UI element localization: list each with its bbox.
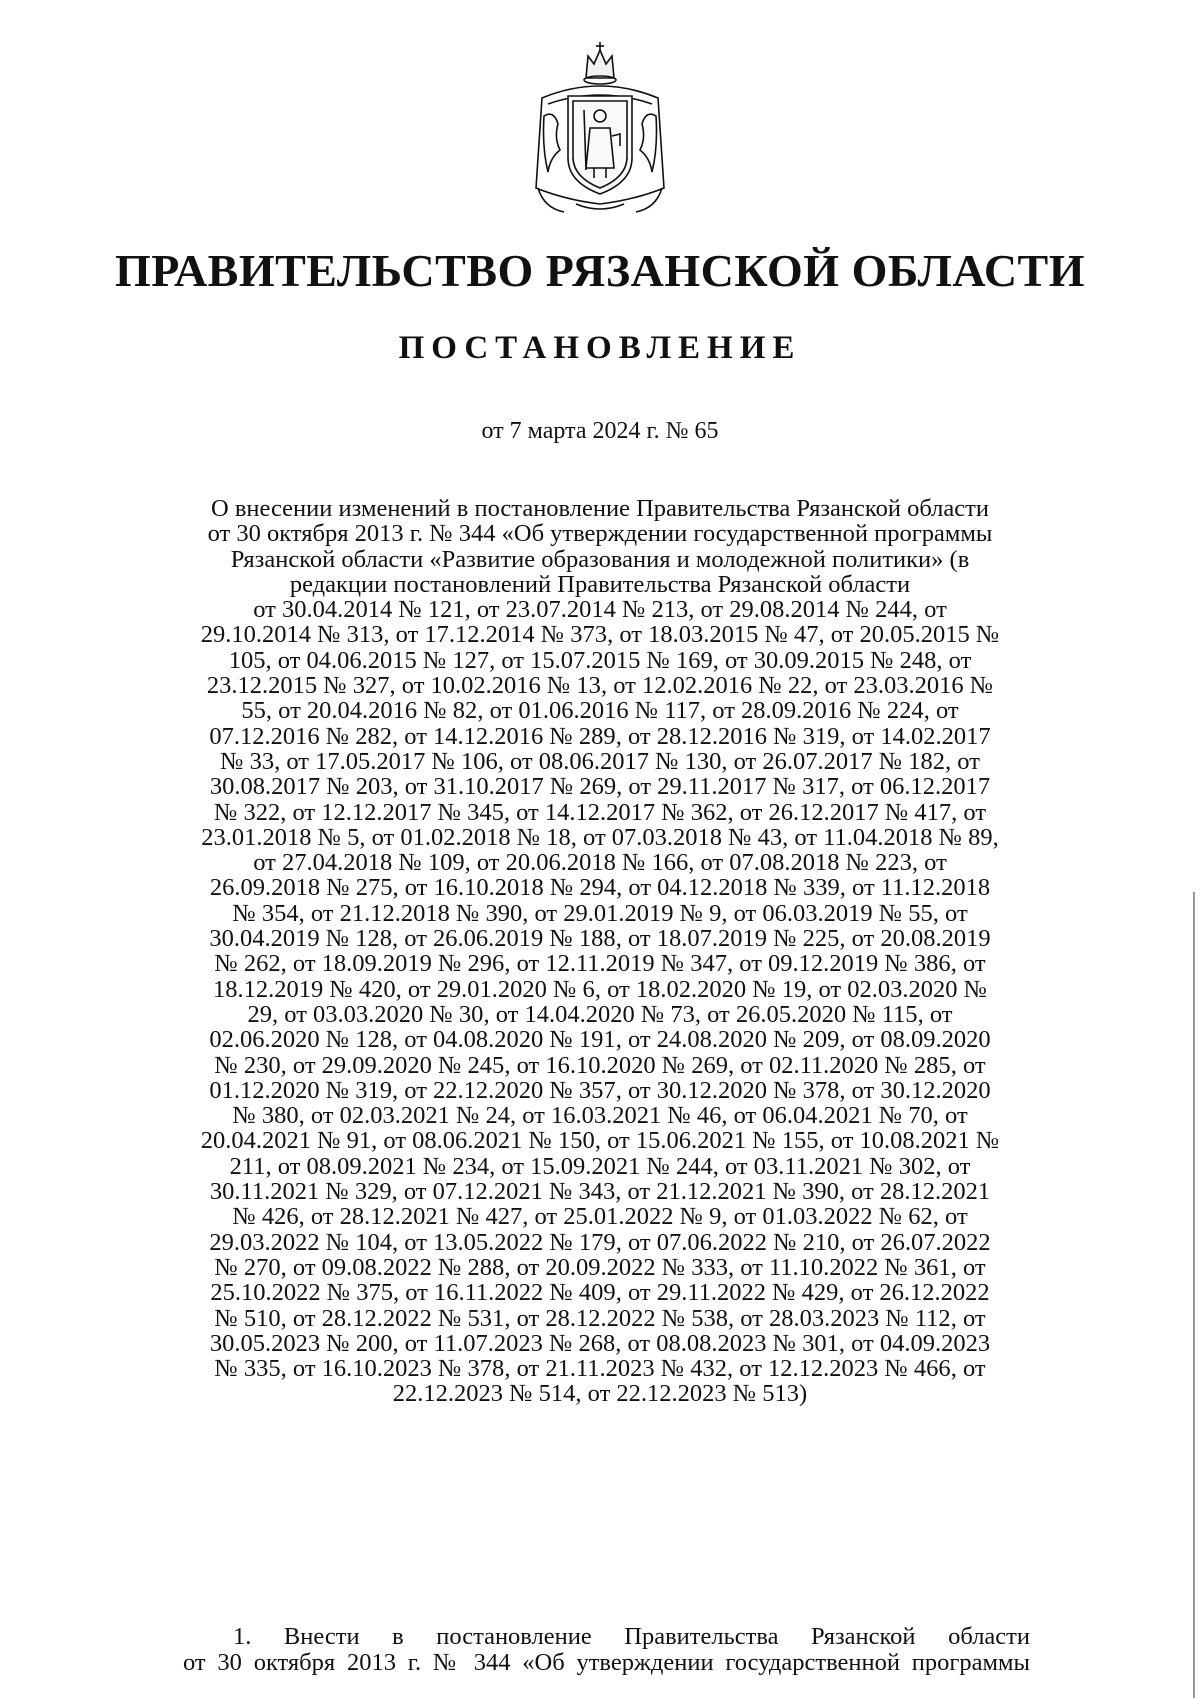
amendment-item: от 14.02.2017 № 33	[220, 722, 991, 775]
amendment-item: от 18.07.2019 № 225	[627, 925, 840, 953]
amendment-item: от 10.02.2016 № 13	[401, 672, 601, 700]
amendment-item: от 26.05.2020 № 115	[707, 1000, 918, 1028]
amendment-item: от 29.03.2022 № 104	[209, 1203, 968, 1256]
amendment-item: от 20.05.2015 № 105	[228, 621, 1000, 674]
amendment-item: от 30.04.2019 № 128	[209, 899, 968, 953]
amendment-item: от 28.12.2021 № 427	[310, 1203, 523, 1231]
amendment-item: от 29.10.2014 № 313	[200, 596, 947, 649]
amendment-item: от 22.12.2020 № 357	[404, 1076, 616, 1104]
amendment-item: от 28.12.2021 № 426	[232, 1178, 991, 1231]
amendment-item: от 03.03.2020 № 30	[284, 1000, 484, 1028]
amendment-item: от 26.12.2017 № 417	[739, 798, 952, 826]
amendment-item: от 07.12.2021 № 343	[403, 1178, 616, 1206]
amendment-item: от 22.12.2023 № 514	[392, 1355, 986, 1408]
amendment-item: от 28.12.2016 № 319	[627, 722, 840, 750]
body-paragraph-1-line-2: от 30 октября 2013 г. № 344 «Об утверждении государственной программы	[183, 1649, 1030, 1676]
document-type: ПОСТАНОВЛЕНИЕ	[398, 330, 802, 366]
amendment-item: от 27.04.2018 № 109	[253, 849, 465, 877]
amendment-item: от 16.10.2018 № 294	[404, 874, 617, 902]
body-paragraph-1-line-1: 1. Внести в постановление Правительства Рязанской области	[233, 1623, 1030, 1650]
amendment-item: от 26.06.2019 № 188	[404, 925, 616, 953]
amendment-item: от 09.12.2019 № 386	[739, 950, 951, 978]
amendment-item: от 25.01.2022 № 9	[534, 1203, 722, 1231]
organization-title: ПРАВИТЕЛЬСТВО РЯЗАНСКОЙ ОБЛАСТИ	[114, 245, 1086, 296]
scan-edge-line	[1193, 892, 1195, 1698]
amendment-item: от 08.06.2017 № 130	[509, 747, 722, 775]
amendment-item: от 15.07.2015 № 169	[501, 646, 713, 674]
amendment-item: от 28.03.2023 № 112	[740, 1304, 951, 1332]
amendment-item: от 29.09.2020 № 245	[292, 1051, 505, 1079]
amendment-item: от 12.02.2016 № 22	[613, 672, 813, 700]
amendment-item: от 11.04.2018 № 89	[794, 823, 993, 851]
amendment-item: от 14.12.2016 № 289	[404, 722, 616, 750]
amendment-item: от 02.11.2020 № 285	[740, 1051, 951, 1079]
amendment-item: от 17.12.2014 № 373	[395, 621, 608, 649]
amendment-item: от 28.12.2022 № 538	[516, 1304, 728, 1332]
amendment-item: от 23.01.2018 № 5	[201, 798, 987, 851]
amendment-item: от 26.07.2017 № 182	[733, 747, 946, 775]
amendment-item: от 02.06.2020 № 128	[209, 1000, 953, 1054]
amendment-item: от 10.08.2021 № 211	[229, 1127, 1000, 1180]
amendment-item: от 02.03.2020 № 29	[247, 975, 987, 1028]
amendment-item: от 04.06.2015 № 127	[277, 646, 490, 674]
amendment-item: от 30.12.2020 № 378	[627, 1076, 840, 1104]
ryazan-coat-of-arms-icon	[524, 38, 676, 220]
amendment-item: от 26.12.2022 № 510	[214, 1279, 990, 1332]
amendment-item: от 20.04.2016 № 82	[278, 697, 478, 725]
amendment-item: от 30.05.2023 № 200	[209, 1304, 986, 1357]
amendment-item: от 23.07.2014 № 213	[476, 596, 689, 624]
amendment-item: от 15.06.2021 № 155	[607, 1127, 819, 1155]
amendment-item: от 11.10.2022 № 361	[740, 1253, 951, 1281]
amendment-item: от 23.03.2016 № 55	[241, 672, 994, 725]
coat-of-arms-emblem	[524, 38, 676, 220]
amendment-item: от 29.11.2017 № 317	[628, 773, 839, 801]
amendment-item: от 06.12.2017 № 322	[213, 773, 991, 826]
amendment-item: от 31.10.2017 № 269	[404, 773, 617, 801]
amendment-item: от 22.12.2023 № 513)	[587, 1380, 808, 1408]
amendment-item: от 02.03.2021 № 24	[310, 1102, 510, 1130]
amendment-item: от 24.08.2020 № 209	[627, 1026, 840, 1054]
amendment-item: от 16.10.2020 № 269	[516, 1051, 728, 1079]
amendment-item: от 23.12.2015 № 327	[206, 646, 972, 700]
amendment-item: от 03.11.2021 № 302	[725, 1152, 936, 1180]
amendment-item: от 16.03.2021 № 46	[522, 1102, 722, 1130]
amendment-item: от 09.08.2022 № 288	[292, 1253, 505, 1281]
amendment-item: от 30.04.2014 № 121	[253, 596, 465, 624]
amendment-item: от 30.08.2017 № 203	[209, 747, 980, 801]
amendment-list: от 30.04.2014 № 121, от 23.07.2014 № 213, от 29.08.2014 № 244, от 29.10.2014 № 313, от 17.12.2014 № 373, от 18.03.2015 № 47, от 20.05.2015 № 105, от 04.06.2015 № 127, от 15.07.2015 № 169, от 30.09.2015 № 248, от 23.12.2015 № 327, от 10.02.2016 № 13, от 12.02.2016 № 22, от 23.03.2016 № 55, от 20.04.2016 № 82, от 01.06.2016 № 117, от 28.09.2016 № 224, от 07.12.2016 № 282, от 14.12.2016 № 289, от 28.12.2016 № 319, от 14.02.2017 № 33, от 17.05.2017 № 106, от 08.06.2017 № 130, от 26.07.2017 № 182, от 30.08.2017 № 203, от 31.10.2017 № 269, от 29.11.2017 № 317, от 06.12.2017 № 322, от 12.12.2017 № 345, от 14.12.2017 № 362, от 26.12.2017 № 417, от 23.01.2018 № 5, от 01.02.2018 № 18, от 07.03.2018 № 43, от 11.04.2018 № 89, от 27.04.2018 № 109, от 20.06.2018 № 166, от 07.08.2018 № 223, от 26.09.2018 № 275, от 16.10.2018 № 294, от 04.12.2018 № 339, от 11.12.2018 № 354, от 21.12.2018 № 390, от 29.01.2019 № 9, от 06.03.2019 № 55, от 30.04.2019 № 128, от 26.06.2019 № 188, от 18.07.2019 № 225, от 20.08.2019 № 262, от 18.09.2019 № 296, от 12.11.2019 № 347, от 09.12.2019 № 386, от 18.12.2019 № 420, от 29.01.2020 № 6, от 18.02.2020 № 19, от 02.03.2020 № 29, от 03.03.2020 № 30, от 14.04.2020 № 73, от 26.05.2020 № 115, от 02.06.2020 № 128, от 04.08.2020 № 191, от 24.08.2020 № 209, от 08.09.2020 № 230, от 29.09.2020 № 245, от 16.10.2020 № 269, от 02.11.2020 № 285, от 01.12.2020 № 319, от 22.12.2020 № 357, от 30.12.2020 № 378, от 30.12.2020 № 380, от 02.03.2021 № 24, от 16.03.2021 № 46, от 06.04.2021 № 70, от 20.04.2021 № 91, от 08.06.2021 № 150, от 15.06.2021 № 155, от 10.08.2021 № 211, от 08.09.2021 № 234, от 15.09.2021 № 244, от 03.11.2021 № 302, от 30.11.2021 № 329, от 07.12.2021 № 343, от 21.12.2021 № 390, от 28.12.2021 № 426, от 28.12.2021 № 427, от 25.01.2022 № 9, от 01.03.2022 № 62, от 29.03.2022 № 104, от 13.05.2022 № 179, от 07.06.2022 № 210, от 26.07.2022 № 270, от 09.08.2022 № 288, от 20.09.2022 № 333, от 11.10.2022 № 361, от 25.10.2022 № 375, от 16.11.2022 № 409, от 29.11.2022 № 429, от 26.12.2022 № 510, от 28.12.2022 № 531, от 28.12.2022 № 538, от 28.03.2023 № 112, от 30.05.2023 № 200, от 11.07.2023 № 268, от 08.08.2023 № 301, от 04.09.2023 № 335, от 16.10.2023 № 378, от 21.11.2023 № 432, от 12.12.2023 № 466, от 22.12.2023 № 514, от 22.12.2023 № 513)	[200, 596, 1000, 1408]
amendment-item: от 20.06.2018 № 166	[476, 849, 689, 877]
amendment-item: от 30.09.2015 № 248	[725, 646, 937, 674]
document-date-number: от 7 марта 2024 г. № 65	[481, 418, 719, 444]
amendment-item: от 29.01.2019 № 9	[534, 899, 722, 927]
amendment-item: от 07.03.2018 № 43	[583, 823, 783, 851]
amendment-item: от 06.03.2019 № 55	[733, 899, 933, 927]
amendment-item: от 29.08.2014 № 244	[700, 596, 912, 624]
amendment-item: от 08.06.2021 № 150	[383, 1127, 595, 1155]
amendment-item: от 20.08.2019 № 262	[214, 925, 991, 978]
amendment-item: от 08.09.2021 № 234	[277, 1152, 490, 1180]
amendment-item: от 18.12.2019 № 420	[213, 950, 986, 1003]
amendment-item: от 26.07.2022 № 270	[214, 1228, 991, 1281]
amendment-item: от 12.12.2017 № 345	[292, 798, 504, 826]
amendment-item: от 01.02.2018 № 18	[371, 823, 571, 851]
amendment-item: от 21.12.2018 № 390	[310, 899, 523, 927]
resolution-subject	[200, 496, 1000, 1407]
amendment-item: от 12.11.2019 № 347	[516, 950, 728, 978]
amendment-item: от 29.11.2022 № 429	[627, 1279, 839, 1307]
amendment-item: от 16.11.2022 № 409	[405, 1279, 616, 1307]
amendment-item: от 30.11.2021 № 329	[209, 1152, 971, 1206]
amendment-item: от 21.12.2021 № 390	[627, 1178, 839, 1206]
amendment-item: от 01.03.2022 № 62	[733, 1203, 933, 1231]
body-paragraph-1	[183, 1624, 1030, 1676]
amendment-item: от 07.12.2016 № 282	[209, 697, 959, 750]
amendment-item: от 12.12.2023 № 466	[739, 1355, 951, 1383]
amendment-item: от 04.09.2023 № 335	[214, 1329, 991, 1383]
amendment-item: от 14.12.2017 № 362	[516, 798, 728, 826]
amendment-item: от 28.12.2022 № 531	[292, 1304, 505, 1332]
amendment-item: от 29.01.2020 № 6	[407, 975, 595, 1003]
amendment-item: от 01.06.2016 № 117	[489, 697, 701, 725]
amendment-item: от 21.11.2023 № 432	[516, 1355, 728, 1383]
amendment-item: от 04.08.2020 № 191	[404, 1026, 616, 1054]
amendment-item: от 11.07.2023 № 268	[404, 1329, 616, 1357]
amendment-item: от 07.08.2018 № 223	[700, 849, 912, 877]
amendment-item: от 15.09.2021 № 244	[501, 1152, 713, 1180]
amendment-item: от 11.12.2018 № 354	[232, 874, 991, 927]
amendment-item: от 08.08.2023 № 301	[627, 1329, 839, 1357]
amendment-item: от 13.05.2022 № 179	[404, 1228, 616, 1256]
amendment-item: от 28.09.2016 № 224	[712, 697, 924, 725]
amendment-item: от 17.05.2017 № 106	[286, 747, 498, 775]
amendment-item: от 25.10.2022 № 375	[210, 1253, 986, 1307]
amendment-item: от 26.09.2018 № 275	[209, 849, 947, 902]
amendment-item: от 07.06.2022 № 210	[627, 1228, 840, 1256]
amendment-item: от 30.12.2020 № 380	[232, 1076, 991, 1130]
amendment-item: от 08.09.2020 № 230	[214, 1026, 991, 1079]
amendment-item: от 14.04.2020 № 73	[495, 1000, 695, 1028]
amendment-item: от 01.12.2020 № 319	[209, 1051, 986, 1104]
amendment-item: от 18.02.2020 № 19	[607, 975, 807, 1003]
amendment-item: от 20.04.2021 № 91	[200, 1102, 968, 1155]
amendment-item: от 06.04.2021 № 70	[733, 1102, 933, 1130]
amendment-item: от 16.10.2023 № 378	[292, 1355, 505, 1383]
amendment-item: от 20.09.2022 № 333	[516, 1253, 728, 1281]
subject-intro: О внесении изменений в постановление Правительства Рязанской области от 30 октября 2013 г. № 344 «Об утверждении государственной программы Рязанской области «Развитие образования и молодежной политики» (в редакции постановлений Правительства Рязанской области	[207, 495, 993, 598]
amendment-item: от 18.09.2019 № 296	[292, 950, 505, 978]
amendment-item: от 18.03.2015 № 47	[619, 621, 819, 649]
amendment-item: от 04.12.2018 № 339	[628, 874, 840, 902]
